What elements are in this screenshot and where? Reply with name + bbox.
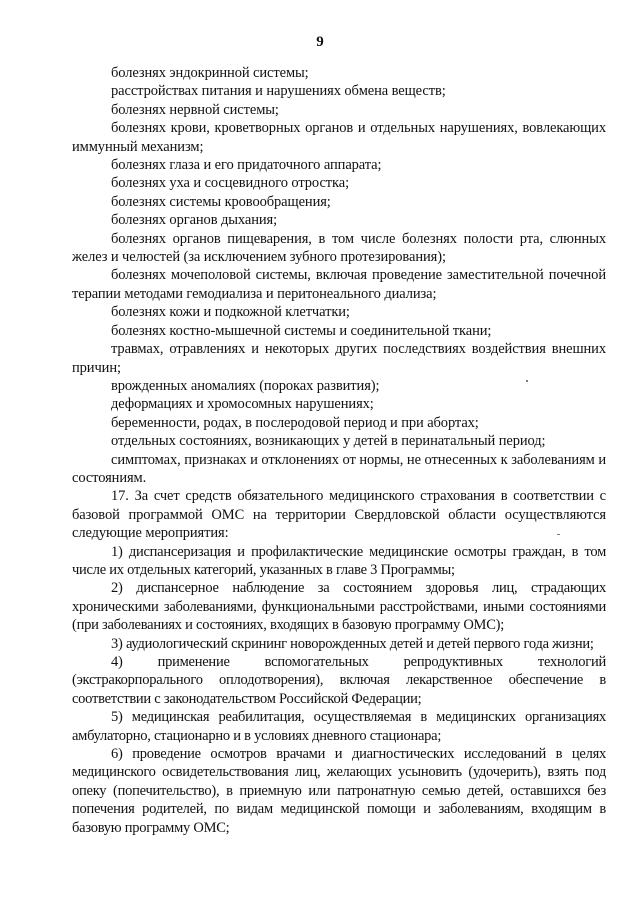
list-item: симптомах, признаках и отклонениях от нормы, не отнесенных к заболеваниям и состояниям.: [72, 451, 606, 486]
scan-speck: [526, 380, 528, 382]
list-item: болезнях глаза и его придаточного аппарата;: [111, 157, 382, 174]
list-item: болезнях системы кровообращения;: [111, 193, 331, 210]
list-item: болезнях кожи и подкожной клетчатки;: [111, 304, 350, 321]
numbered-item: 3) аудиологический скрининг новорожденных детей и детей первого года жизни;: [111, 635, 594, 652]
list-item: травмах, отравлениях и некоторых других последствиях воздействия внешних причин;: [72, 341, 606, 376]
list-item: болезнях эндокринной системы;: [111, 65, 309, 81]
list-item: болезнях органов пищеварения, в том числе болезнях полости рта, слюнных желез и челюстей (за исключением зубного протезирования);: [72, 230, 606, 266]
list-item: болезнях нервной системы;: [111, 101, 279, 118]
list-item: болезнях органов дыхания;: [111, 212, 278, 229]
numbered-item: 4) применение вспомогательных репродуктивных технологий (экстракорпорального оплодотворения), включая лекарственное обеспечение в соответствии с законодательством Российской Федерации;: [72, 654, 606, 707]
document-body: [72, 64, 606, 837]
section-paragraph: 17. За счет средств обязательного медицинского страхования в соответствии с базовой программой ОМС на территории Свердловской области осуществляются следующие мероприятия:: [72, 488, 606, 542]
scan-speck: [557, 534, 560, 535]
page-number: 9: [316, 34, 324, 50]
list-item: болезнях крови, кроветворных органов и отдельных нарушениях, вовлекающих иммунный механизм;: [72, 120, 606, 155]
list-item: отдельных состояниях, возникающих у детей в перинатальный период;: [111, 433, 546, 450]
list-item: болезнях уха и сосцевидного отростка;: [111, 175, 350, 192]
numbered-item: 5) медицинская реабилитация, осуществляемая в медицинских организациях амбулаторно, стационарно и в условиях дневного стационара;: [72, 709, 606, 744]
list-item: беременности, родах, в послеродовой период и при абортах;: [111, 414, 479, 431]
list-item: болезнях мочеполовой системы, включая проведение заместительной почечной терапии методами гемодиализа и перитонеального диализа;: [72, 267, 606, 302]
numbered-item: 1) диспансеризация и профилактические медицинские осмотры граждан, в том числе их отдельных категорий, указанных в главе 3 Программы;: [72, 543, 606, 578]
list-item: расстройствах питания и нарушениях обмена веществ;: [111, 83, 446, 100]
numbered-item: 2) диспансерное наблюдение за состоянием здоровья лиц, страдающих хроническими заболеваниями, функциональными расстройствами, иными состояниями (при заболеваниях и состояниях, входящих в базовую программу ОМС);: [72, 580, 606, 634]
list-item: врожденных аномалиях (пороках развития);: [111, 377, 380, 394]
list-item: болезнях костно-мышечной системы и соединительной ткани;: [111, 322, 492, 339]
numbered-item: 6) проведение осмотров врачами и диагностических исследований в целях медицинского освидетельствования лиц, желающих усыновить (удочерить), взять под опеку (попечительство), в приемную или патронатную семью детей, оставшихся без попечения родителей, по видам медицинской помощи и заболеваниям, входящим в базовую программу ОМС;: [72, 746, 606, 836]
list-item: деформациях и хромосомных нарушениях;: [111, 396, 374, 413]
